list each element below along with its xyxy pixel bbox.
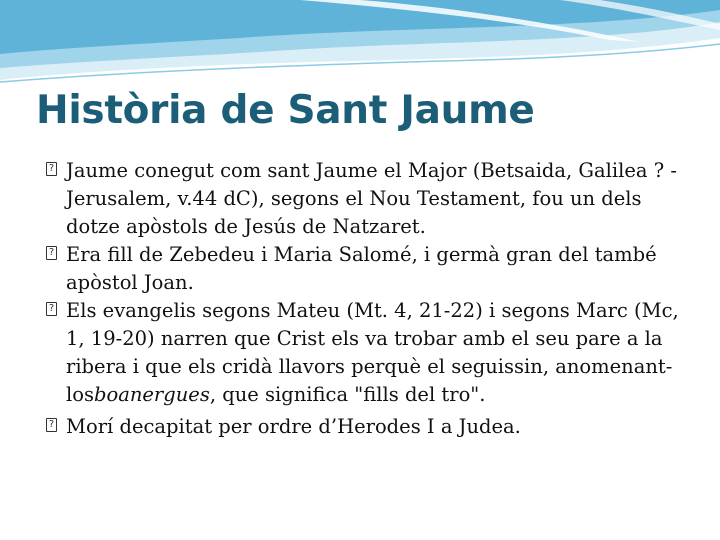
paragraph-text: Jaume conegut com sant Jaume el Major (Betsaida, Galilea ? - Jerusalem, v.44 dC), segons el Nou Testament, fou un dels dotze apòstols de Jesús de Natzaret. (66, 159, 677, 238)
header-wave-decoration (0, 0, 720, 100)
paragraph-text: Era fill de Zebedeu i Maria Salomé, i germà gran del també apòstol Joan. (66, 243, 657, 294)
paragraph-text-tail: , que significa "fills del tro". (209, 383, 486, 406)
bullet-glyph-icon: ? (46, 246, 57, 260)
slide-body (46, 157, 696, 441)
paragraph-text: Morí decapitat per ordre d’Herodes I a Judea. (66, 415, 521, 438)
paragraph-1 (46, 157, 696, 241)
paragraph-italic-term: boanergues (93, 383, 210, 406)
bullet-glyph-icon: ? (46, 162, 57, 176)
paragraph-2 (46, 241, 696, 297)
slide-title: Història de Sant Jaume (36, 88, 535, 133)
paragraph-4 (46, 413, 696, 441)
paragraph-text: Els evangelis segons Mateu (Mt. 4, 21-22) i segons Marc (Mc, 1, 19-20) narren que Crist els va trobar amb el seu pare a la ribera i que els cridà llavors perquè el seguissin, anomenant-los (66, 299, 679, 406)
bullet-glyph-icon: ? (46, 302, 57, 316)
bullet-glyph-icon: ? (46, 418, 57, 432)
paragraph-3 (46, 297, 696, 409)
